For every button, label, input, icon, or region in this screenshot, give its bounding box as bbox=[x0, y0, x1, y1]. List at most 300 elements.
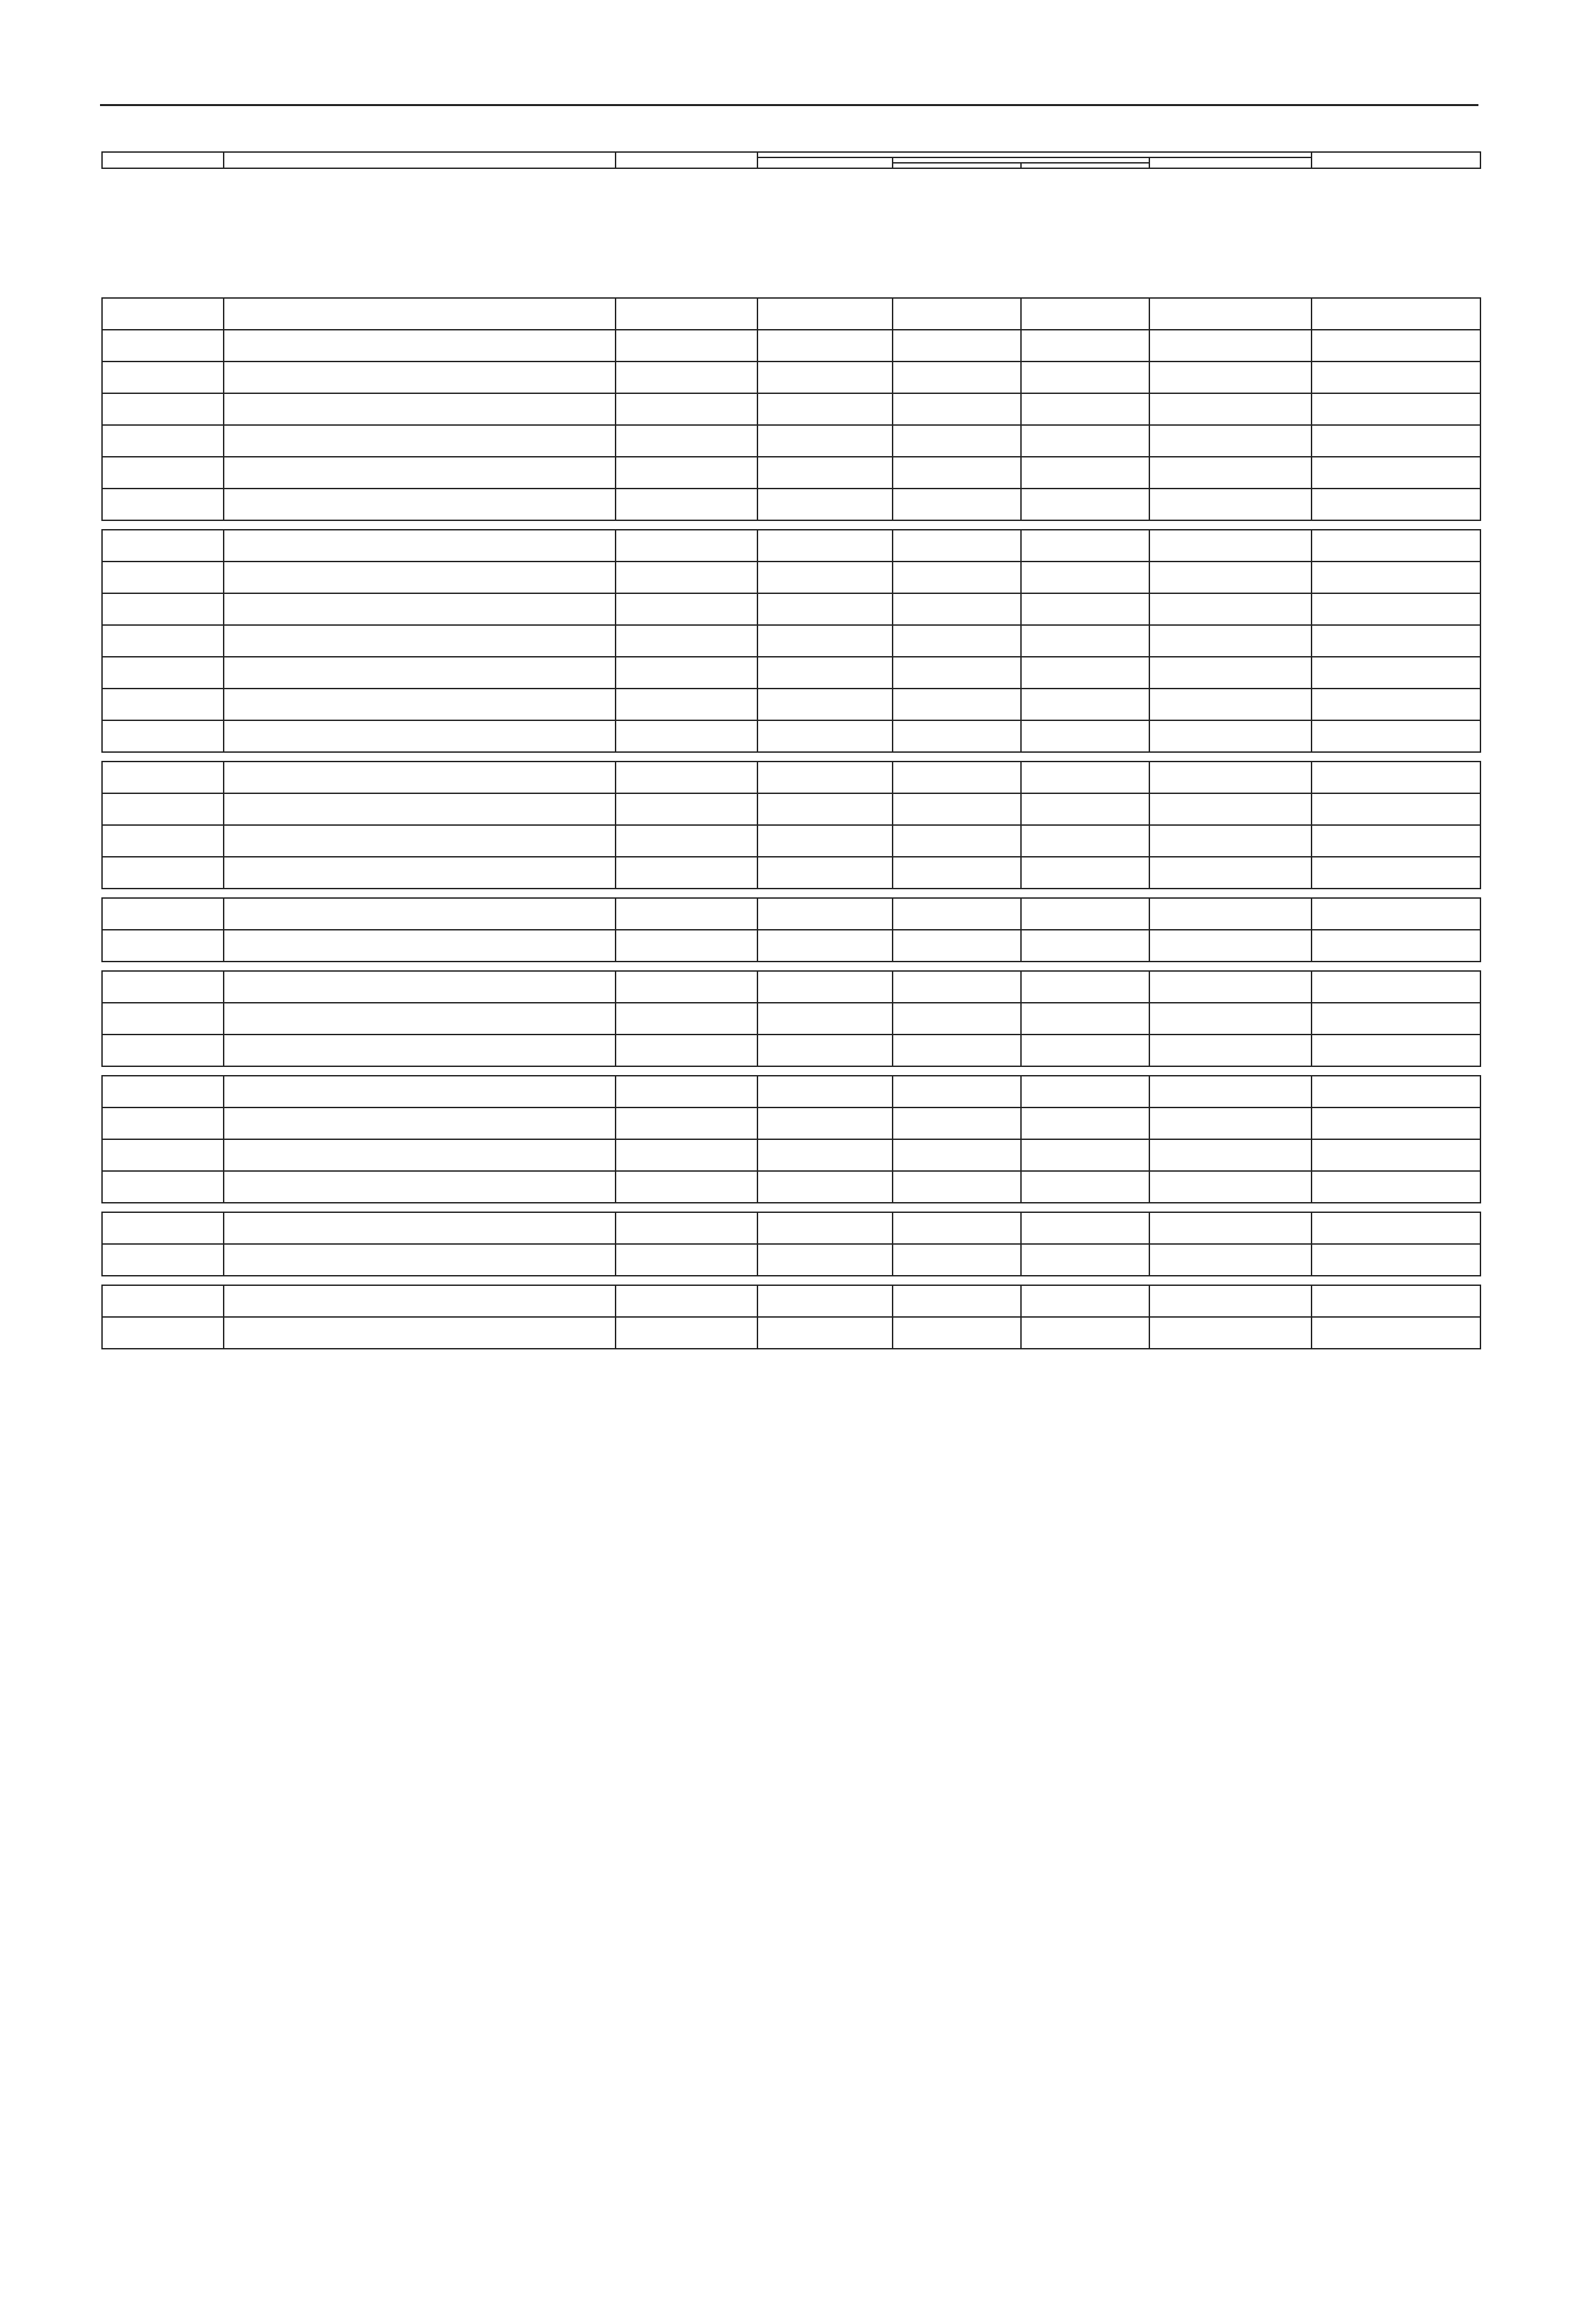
cell-name bbox=[224, 425, 616, 457]
cell-total bbox=[893, 1107, 1021, 1139]
cell-wages bbox=[757, 1171, 893, 1203]
cell-total bbox=[893, 1003, 1021, 1035]
cell-machinist bbox=[1021, 593, 1149, 625]
cell-materials bbox=[1149, 393, 1312, 425]
cell-code bbox=[102, 1244, 224, 1276]
table-row bbox=[102, 298, 1480, 330]
cell-wages bbox=[757, 1107, 893, 1139]
cell-total bbox=[893, 1285, 1021, 1317]
cell-total bbox=[893, 298, 1021, 330]
cell-labor bbox=[1312, 657, 1480, 689]
cell-name bbox=[224, 625, 616, 657]
cell-machinist bbox=[1021, 1171, 1149, 1203]
cell-total bbox=[893, 530, 1021, 562]
cell-total bbox=[893, 425, 1021, 457]
table-row bbox=[102, 720, 1480, 752]
cell-name bbox=[224, 1171, 616, 1203]
cell-name bbox=[224, 489, 616, 520]
cell-name bbox=[224, 793, 616, 825]
cell-machinist bbox=[1021, 1244, 1149, 1276]
cell-labor bbox=[1312, 971, 1480, 1003]
cell-wages bbox=[757, 489, 893, 520]
cell-direct bbox=[616, 1139, 757, 1171]
cell-name bbox=[224, 593, 616, 625]
cell-wages bbox=[757, 593, 893, 625]
cell-code bbox=[102, 489, 224, 520]
cell-direct bbox=[616, 825, 757, 857]
cell-labor bbox=[1312, 1244, 1480, 1276]
cell-name bbox=[224, 362, 616, 393]
table-row bbox=[102, 457, 1480, 489]
cell-labor bbox=[1312, 793, 1480, 825]
cell-direct bbox=[616, 857, 757, 889]
cell-direct bbox=[616, 793, 757, 825]
cell-direct bbox=[616, 530, 757, 562]
cell-direct bbox=[616, 762, 757, 793]
cell-code bbox=[102, 625, 224, 657]
cell-code bbox=[102, 720, 224, 752]
cell-code bbox=[102, 1076, 224, 1107]
cell-code bbox=[102, 562, 224, 593]
cell-labor bbox=[1312, 1285, 1480, 1317]
cell-direct bbox=[616, 1076, 757, 1107]
table-row bbox=[102, 425, 1480, 457]
cell-code bbox=[102, 425, 224, 457]
cell-direct bbox=[616, 657, 757, 689]
cell-materials bbox=[1149, 593, 1312, 625]
cell-wages bbox=[757, 362, 893, 393]
cell-code bbox=[102, 393, 224, 425]
cell-wages bbox=[757, 1035, 893, 1066]
cell-labor bbox=[1312, 362, 1480, 393]
cell-labor bbox=[1312, 625, 1480, 657]
cell-materials bbox=[1149, 530, 1312, 562]
table-row bbox=[102, 930, 1480, 962]
col-wages-header bbox=[757, 157, 893, 168]
cell-materials bbox=[1149, 1285, 1312, 1317]
cell-code bbox=[102, 1285, 224, 1317]
table-row bbox=[102, 1285, 1480, 1317]
machines-group-header bbox=[893, 157, 1149, 163]
cell-machinist bbox=[1021, 1285, 1149, 1317]
cell-code bbox=[102, 657, 224, 689]
cell-wages bbox=[757, 1285, 893, 1317]
cell-name bbox=[224, 825, 616, 857]
cell-direct bbox=[616, 1212, 757, 1244]
cell-direct bbox=[616, 1035, 757, 1066]
table-row bbox=[102, 1076, 1480, 1107]
cell-name bbox=[224, 1244, 616, 1276]
cell-machinist bbox=[1021, 720, 1149, 752]
cell-machinist bbox=[1021, 793, 1149, 825]
cell-code bbox=[102, 971, 224, 1003]
cell-code bbox=[102, 689, 224, 720]
cell-direct bbox=[616, 362, 757, 393]
cell-direct bbox=[616, 457, 757, 489]
rates-table bbox=[101, 761, 1481, 889]
cell-direct bbox=[616, 930, 757, 962]
table-row bbox=[102, 898, 1480, 930]
cell-materials bbox=[1149, 1212, 1312, 1244]
cell-labor bbox=[1312, 1212, 1480, 1244]
cell-code bbox=[102, 330, 224, 362]
table-row bbox=[102, 1171, 1480, 1203]
cell-materials bbox=[1149, 657, 1312, 689]
cell-machinist bbox=[1021, 562, 1149, 593]
table-row bbox=[102, 1003, 1480, 1035]
cell-direct bbox=[616, 1003, 757, 1035]
table-row bbox=[102, 1244, 1480, 1276]
cell-materials bbox=[1149, 1107, 1312, 1139]
cell-materials bbox=[1149, 425, 1312, 457]
cell-total bbox=[893, 971, 1021, 1003]
cell-labor bbox=[1312, 562, 1480, 593]
cell-materials bbox=[1149, 1035, 1312, 1066]
cell-materials bbox=[1149, 689, 1312, 720]
cell-code bbox=[102, 298, 224, 330]
cell-materials bbox=[1149, 1244, 1312, 1276]
cell-wages bbox=[757, 720, 893, 752]
cell-code bbox=[102, 593, 224, 625]
cell-total bbox=[893, 457, 1021, 489]
cell-labor bbox=[1312, 1139, 1480, 1171]
cell-materials bbox=[1149, 298, 1312, 330]
cell-wages bbox=[757, 971, 893, 1003]
cell-materials bbox=[1149, 1139, 1312, 1171]
cell-code bbox=[102, 930, 224, 962]
table-row bbox=[102, 857, 1480, 889]
cell-name bbox=[224, 1076, 616, 1107]
cell-name bbox=[224, 1139, 616, 1171]
cell-code bbox=[102, 762, 224, 793]
cell-machinist bbox=[1021, 689, 1149, 720]
table-row bbox=[102, 393, 1480, 425]
cell-total bbox=[893, 593, 1021, 625]
cell-labor bbox=[1312, 530, 1480, 562]
cell-materials bbox=[1149, 793, 1312, 825]
cell-labor bbox=[1312, 593, 1480, 625]
table-row bbox=[102, 362, 1480, 393]
cell-labor bbox=[1312, 393, 1480, 425]
cell-wages bbox=[757, 1212, 893, 1244]
cell-materials bbox=[1149, 825, 1312, 857]
table-row bbox=[102, 562, 1480, 593]
sections-area bbox=[101, 289, 1480, 1349]
cell-machinist bbox=[1021, 930, 1149, 962]
cell-name bbox=[224, 898, 616, 930]
cell-code bbox=[102, 793, 224, 825]
cell-wages bbox=[757, 898, 893, 930]
cell-machinist bbox=[1021, 657, 1149, 689]
cell-code bbox=[102, 1317, 224, 1349]
col-name-header bbox=[224, 152, 616, 168]
cell-name bbox=[224, 720, 616, 752]
col-machinist-header bbox=[1021, 163, 1149, 168]
cell-machinist bbox=[1021, 1212, 1149, 1244]
cell-direct bbox=[616, 971, 757, 1003]
cell-materials bbox=[1149, 362, 1312, 393]
cell-total bbox=[893, 1317, 1021, 1349]
cell-wages bbox=[757, 393, 893, 425]
cell-name bbox=[224, 1107, 616, 1139]
cell-name bbox=[224, 330, 616, 362]
cell-labor bbox=[1312, 1035, 1480, 1066]
cell-labor bbox=[1312, 425, 1480, 457]
cell-code bbox=[102, 1003, 224, 1035]
cell-direct bbox=[616, 898, 757, 930]
table-row bbox=[102, 825, 1480, 857]
rates-table bbox=[101, 1075, 1481, 1203]
cell-materials bbox=[1149, 1003, 1312, 1035]
cell-direct bbox=[616, 593, 757, 625]
cell-total bbox=[893, 720, 1021, 752]
cell-labor bbox=[1312, 489, 1480, 520]
cell-wages bbox=[757, 1139, 893, 1171]
rates-table bbox=[101, 1212, 1481, 1276]
cell-direct bbox=[616, 1244, 757, 1276]
cell-total bbox=[893, 898, 1021, 930]
cell-code bbox=[102, 1035, 224, 1066]
cell-wages bbox=[757, 1244, 893, 1276]
cell-labor bbox=[1312, 1171, 1480, 1203]
cell-name bbox=[224, 393, 616, 425]
cell-labor bbox=[1312, 930, 1480, 962]
cell-direct bbox=[616, 720, 757, 752]
cell-labor bbox=[1312, 298, 1480, 330]
col-labor-header bbox=[1312, 152, 1480, 168]
cell-total bbox=[893, 393, 1021, 425]
table-row bbox=[102, 1139, 1480, 1171]
cell-labor bbox=[1312, 1317, 1480, 1349]
rates-table bbox=[101, 1285, 1481, 1349]
cell-code bbox=[102, 898, 224, 930]
cell-materials bbox=[1149, 457, 1312, 489]
table-row bbox=[102, 1035, 1480, 1066]
cell-direct bbox=[616, 393, 757, 425]
cell-machinist bbox=[1021, 971, 1149, 1003]
cell-wages bbox=[757, 530, 893, 562]
cell-wages bbox=[757, 457, 893, 489]
cell-total bbox=[893, 1139, 1021, 1171]
cell-machinist bbox=[1021, 1003, 1149, 1035]
cell-labor bbox=[1312, 762, 1480, 793]
cell-labor bbox=[1312, 330, 1480, 362]
table-row bbox=[102, 793, 1480, 825]
table-row bbox=[102, 762, 1480, 793]
cell-machinist bbox=[1021, 762, 1149, 793]
table-row bbox=[102, 530, 1480, 562]
rates-table bbox=[101, 529, 1481, 753]
cell-direct bbox=[616, 298, 757, 330]
cell-code bbox=[102, 1171, 224, 1203]
cell-machinist bbox=[1021, 1035, 1149, 1066]
cell-name bbox=[224, 530, 616, 562]
cell-code bbox=[102, 857, 224, 889]
cell-name bbox=[224, 1035, 616, 1066]
cell-labor bbox=[1312, 689, 1480, 720]
cell-wages bbox=[757, 330, 893, 362]
cell-labor bbox=[1312, 857, 1480, 889]
cell-direct bbox=[616, 1285, 757, 1317]
cell-materials bbox=[1149, 720, 1312, 752]
cell-name bbox=[224, 1212, 616, 1244]
cell-machinist bbox=[1021, 857, 1149, 889]
cell-materials bbox=[1149, 1171, 1312, 1203]
cell-machinist bbox=[1021, 1317, 1149, 1349]
cell-code bbox=[102, 362, 224, 393]
col-code-header bbox=[102, 152, 224, 168]
cell-total bbox=[893, 1171, 1021, 1203]
cell-wages bbox=[757, 298, 893, 330]
cell-machinist bbox=[1021, 825, 1149, 857]
cell-direct bbox=[616, 625, 757, 657]
cell-code bbox=[102, 1139, 224, 1171]
cell-machinist bbox=[1021, 425, 1149, 457]
cell-name bbox=[224, 971, 616, 1003]
cell-wages bbox=[757, 857, 893, 889]
cell-direct bbox=[616, 689, 757, 720]
cell-name bbox=[224, 762, 616, 793]
cell-machinist bbox=[1021, 362, 1149, 393]
cell-labor bbox=[1312, 457, 1480, 489]
cell-materials bbox=[1149, 898, 1312, 930]
cell-machinist bbox=[1021, 530, 1149, 562]
cell-wages bbox=[757, 793, 893, 825]
table-row bbox=[102, 593, 1480, 625]
cell-total bbox=[893, 657, 1021, 689]
cell-name bbox=[224, 1003, 616, 1035]
cell-total bbox=[893, 489, 1021, 520]
cell-total bbox=[893, 1212, 1021, 1244]
cell-total bbox=[893, 330, 1021, 362]
rates-table bbox=[101, 897, 1481, 962]
cell-name bbox=[224, 562, 616, 593]
cell-labor bbox=[1312, 825, 1480, 857]
cell-labor bbox=[1312, 898, 1480, 930]
cell-machinist bbox=[1021, 330, 1149, 362]
cell-name bbox=[224, 689, 616, 720]
cell-direct bbox=[616, 425, 757, 457]
cell-machinist bbox=[1021, 393, 1149, 425]
cell-name bbox=[224, 1285, 616, 1317]
cell-code bbox=[102, 1107, 224, 1139]
cell-code bbox=[102, 457, 224, 489]
cell-wages bbox=[757, 425, 893, 457]
cell-machinist bbox=[1021, 898, 1149, 930]
cell-labor bbox=[1312, 1003, 1480, 1035]
cell-machinist bbox=[1021, 489, 1149, 520]
col-total-header bbox=[893, 163, 1021, 168]
cell-materials bbox=[1149, 625, 1312, 657]
table-row bbox=[102, 1107, 1480, 1139]
cell-direct bbox=[616, 489, 757, 520]
page-header bbox=[100, 100, 1478, 106]
cell-total bbox=[893, 930, 1021, 962]
cell-labor bbox=[1312, 720, 1480, 752]
cell-total bbox=[893, 562, 1021, 593]
cell-code bbox=[102, 1212, 224, 1244]
cell-name bbox=[224, 930, 616, 962]
cell-wages bbox=[757, 1076, 893, 1107]
table-row bbox=[102, 657, 1480, 689]
cell-wages bbox=[757, 657, 893, 689]
cell-direct bbox=[616, 330, 757, 362]
cell-materials bbox=[1149, 857, 1312, 889]
table-row bbox=[102, 489, 1480, 520]
cell-machinist bbox=[1021, 457, 1149, 489]
cell-materials bbox=[1149, 1076, 1312, 1107]
incl-group-header bbox=[757, 152, 1312, 157]
cell-total bbox=[893, 857, 1021, 889]
cell-total bbox=[893, 625, 1021, 657]
cell-name bbox=[224, 857, 616, 889]
rates-table bbox=[101, 297, 1481, 521]
cell-machinist bbox=[1021, 1107, 1149, 1139]
cell-wages bbox=[757, 825, 893, 857]
cell-code bbox=[102, 825, 224, 857]
cell-wages bbox=[757, 1317, 893, 1349]
cell-name bbox=[224, 657, 616, 689]
cell-wages bbox=[757, 1003, 893, 1035]
column-header-table bbox=[101, 151, 1481, 169]
cell-name bbox=[224, 298, 616, 330]
cell-total bbox=[893, 362, 1021, 393]
cell-materials bbox=[1149, 762, 1312, 793]
table-row bbox=[102, 1212, 1480, 1244]
cell-wages bbox=[757, 625, 893, 657]
cell-total bbox=[893, 689, 1021, 720]
cell-direct bbox=[616, 562, 757, 593]
cell-machinist bbox=[1021, 1139, 1149, 1171]
table-row bbox=[102, 689, 1480, 720]
cell-name bbox=[224, 1317, 616, 1349]
cell-materials bbox=[1149, 971, 1312, 1003]
cell-total bbox=[893, 793, 1021, 825]
cell-wages bbox=[757, 930, 893, 962]
cell-direct bbox=[616, 1107, 757, 1139]
table-row bbox=[102, 330, 1480, 362]
cell-materials bbox=[1149, 489, 1312, 520]
rates-table bbox=[101, 970, 1481, 1067]
cell-machinist bbox=[1021, 298, 1149, 330]
col-direct-header bbox=[616, 152, 757, 168]
cell-wages bbox=[757, 562, 893, 593]
cell-machinist bbox=[1021, 1076, 1149, 1107]
cell-code bbox=[102, 530, 224, 562]
cell-materials bbox=[1149, 562, 1312, 593]
col-materials-header bbox=[1149, 157, 1312, 168]
table-row bbox=[102, 625, 1480, 657]
cell-labor bbox=[1312, 1107, 1480, 1139]
cell-materials bbox=[1149, 1317, 1312, 1349]
cell-total bbox=[893, 1076, 1021, 1107]
table-row bbox=[102, 971, 1480, 1003]
cell-wages bbox=[757, 762, 893, 793]
cell-direct bbox=[616, 1171, 757, 1203]
cell-labor bbox=[1312, 1076, 1480, 1107]
cell-total bbox=[893, 1244, 1021, 1276]
cell-name bbox=[224, 457, 616, 489]
table-row bbox=[102, 1317, 1480, 1349]
cell-total bbox=[893, 1035, 1021, 1066]
cell-direct bbox=[616, 1317, 757, 1349]
cell-materials bbox=[1149, 930, 1312, 962]
cell-total bbox=[893, 762, 1021, 793]
cell-materials bbox=[1149, 330, 1312, 362]
cell-total bbox=[893, 825, 1021, 857]
cell-machinist bbox=[1021, 625, 1149, 657]
cell-wages bbox=[757, 689, 893, 720]
